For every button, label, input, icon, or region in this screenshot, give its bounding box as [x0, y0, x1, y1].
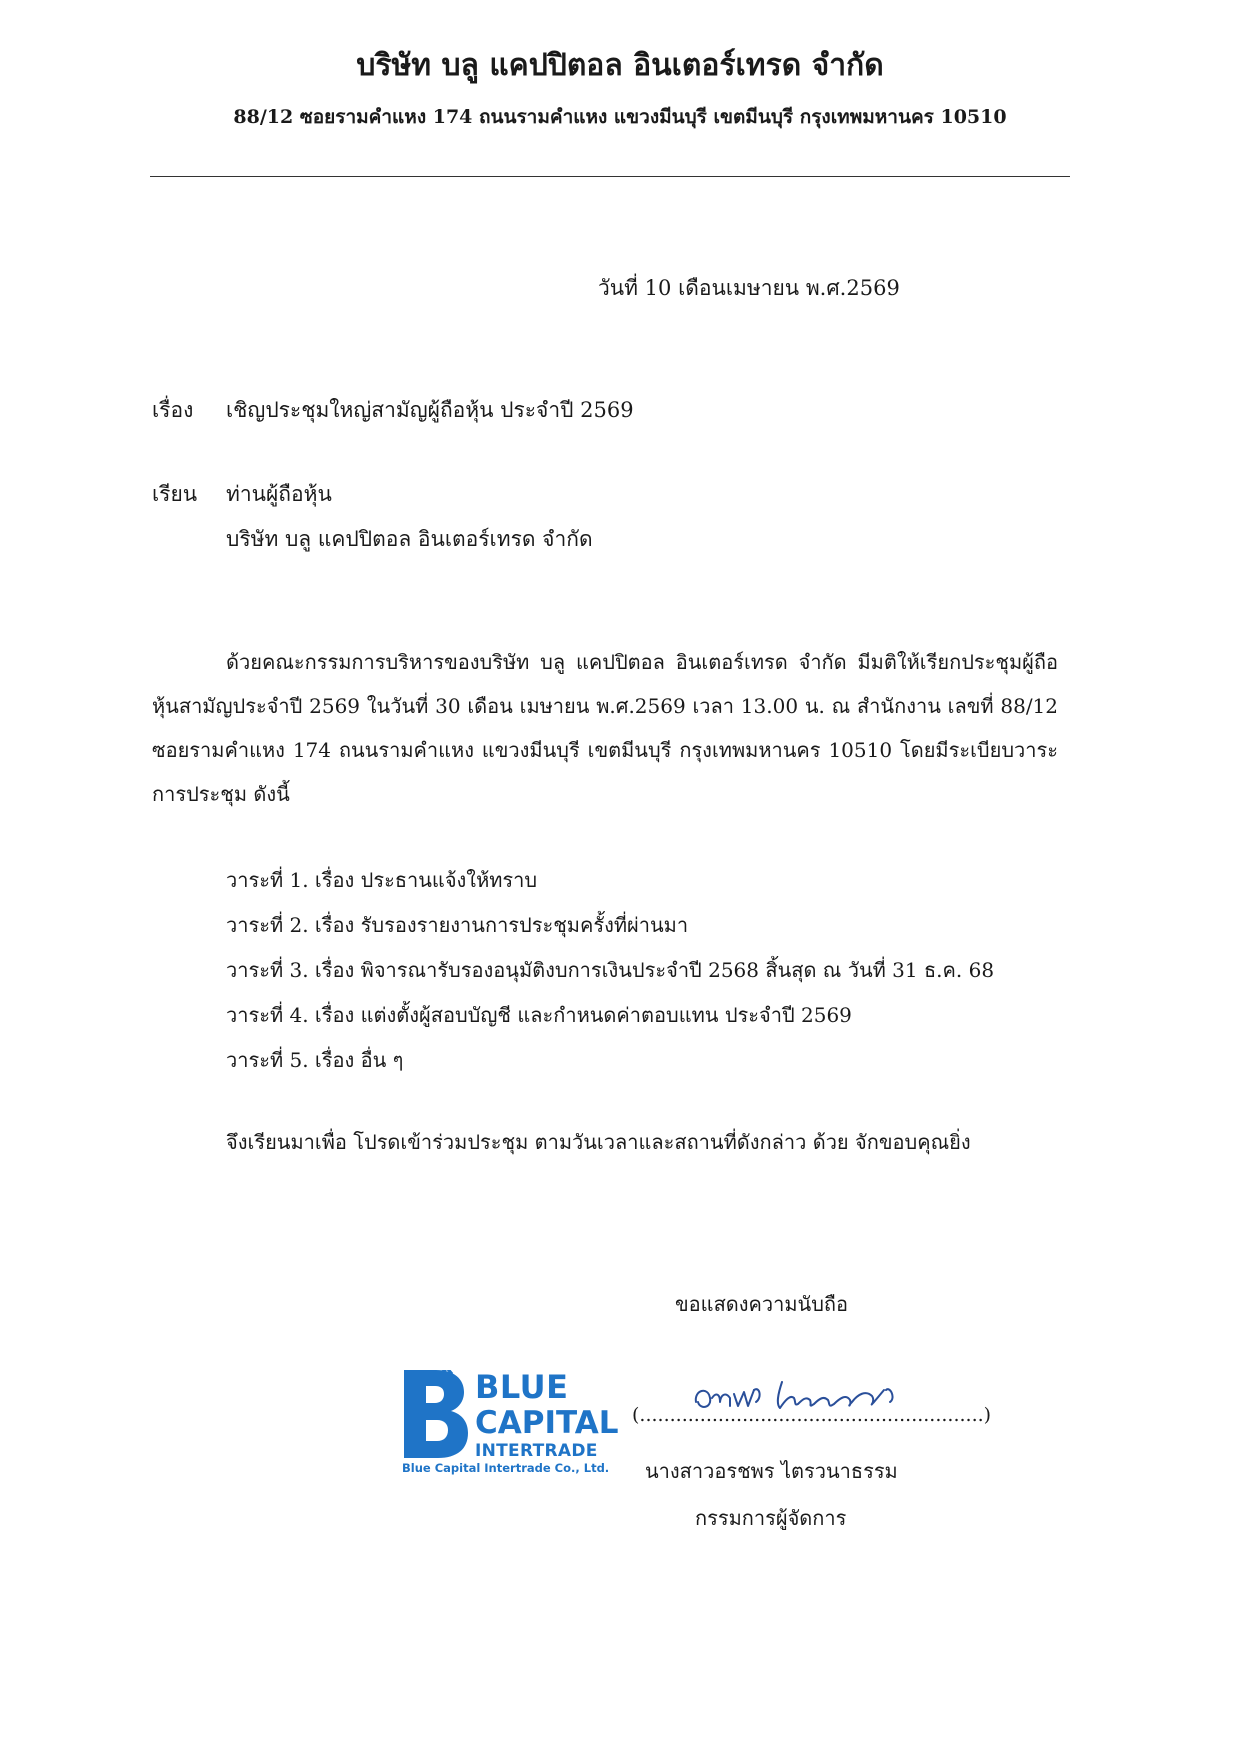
- recipient-label: เรียน: [152, 482, 198, 506]
- closing-text: จึงเรียนมาเพื่อ โปรดเข้าร่วมประชุม ตามวันเวลาและสถานที่ดังกล่าว ด้วย จักขอบคุณยิ่ง: [226, 1130, 971, 1154]
- agenda-item: วาระที่ 2. เรื่อง รับรองรายงานการประชุมครั้งที่ผ่านมา: [226, 913, 689, 937]
- signature-line: (.........................................................): [632, 1404, 992, 1426]
- recipient-line-1: ท่านผู้ถือหุ้น: [226, 482, 332, 506]
- agenda-list: [226, 858, 994, 1083]
- letter-body: ด้วยคณะกรรมการบริหารของบริษัท บลู แคปปิตอล อินเตอร์เทรด จำกัด มีมติให้เรียกประชุมผู้ถือหุ้นสามัญประจำปี 2569 ในวันที่ 30 เดือน เมษายน พ.ศ.2569 เวลา 13.00 น. ณ สำนักงาน เลขที่ 88/12 ซอยรามคำแหง 174 ถนนรามคำแหง แขวงมีนบุรี เขตมีนบุรี กรุงเทพมหานคร 10510 โดยมีระเบียบวาระการประชุม ดังนี้: [152, 650, 1058, 806]
- logo-caption: Blue Capital Intertrade Co., Ltd.: [402, 1461, 610, 1475]
- company-address: 88/12 ซอยรามคำแหง 174 ถนนรามคำแหง แขวงมีนบุรี เขตมีนบุรี กรุงเทพมหานคร 10510: [233, 106, 1007, 128]
- agenda-item: วาระที่ 5. เรื่อง อื่น ๆ: [226, 1048, 404, 1072]
- agenda-item: วาระที่ 3. เรื่อง พิจารณารับรองอนุมัติงบการเงินประจำปี 2568 สิ้นสุด ณ วันที่ 31 ธ.ค. 68: [226, 958, 995, 982]
- subject-text: เชิญประชุมใหญ่สามัญผู้ถือหุ้น ประจำปี 2569: [226, 398, 634, 422]
- logo-text-intertrade: INTERTRADE: [475, 1441, 598, 1461]
- letter-date: วันที่ 10 เดือนเมษายน พ.ศ.2569: [598, 276, 900, 300]
- header-divider: [150, 176, 1070, 177]
- regards-text: ขอแสดงความนับถือ: [675, 1292, 849, 1316]
- agenda-item: วาระที่ 4. เรื่อง แต่งตั้งผู้สอบบัญชี และกำหนดค่าตอบแทน ประจำปี 2569: [226, 1003, 852, 1027]
- logo-text-capital: CAPITAL: [475, 1405, 619, 1441]
- agenda-item: วาระที่ 1. เรื่อง ประธานแจ้งให้ทราบ: [226, 868, 538, 892]
- signer-name: นางสาวอรชพร ไตรวนาธรรม: [645, 1459, 898, 1483]
- logo-text-blue: BLUE: [475, 1368, 569, 1406]
- subject-label: เรื่อง: [152, 398, 194, 422]
- signer-title: กรรมการผู้จัดการ: [695, 1506, 847, 1530]
- company-name: บริษัท บลู แคปปิตอล อินเตอร์เทรด จำกัด: [356, 48, 884, 83]
- logo-b-mark-icon: [402, 1370, 470, 1460]
- recipient-line-2: บริษัท บลู แคปปิตอล อินเตอร์เทรด จำกัด: [226, 527, 593, 551]
